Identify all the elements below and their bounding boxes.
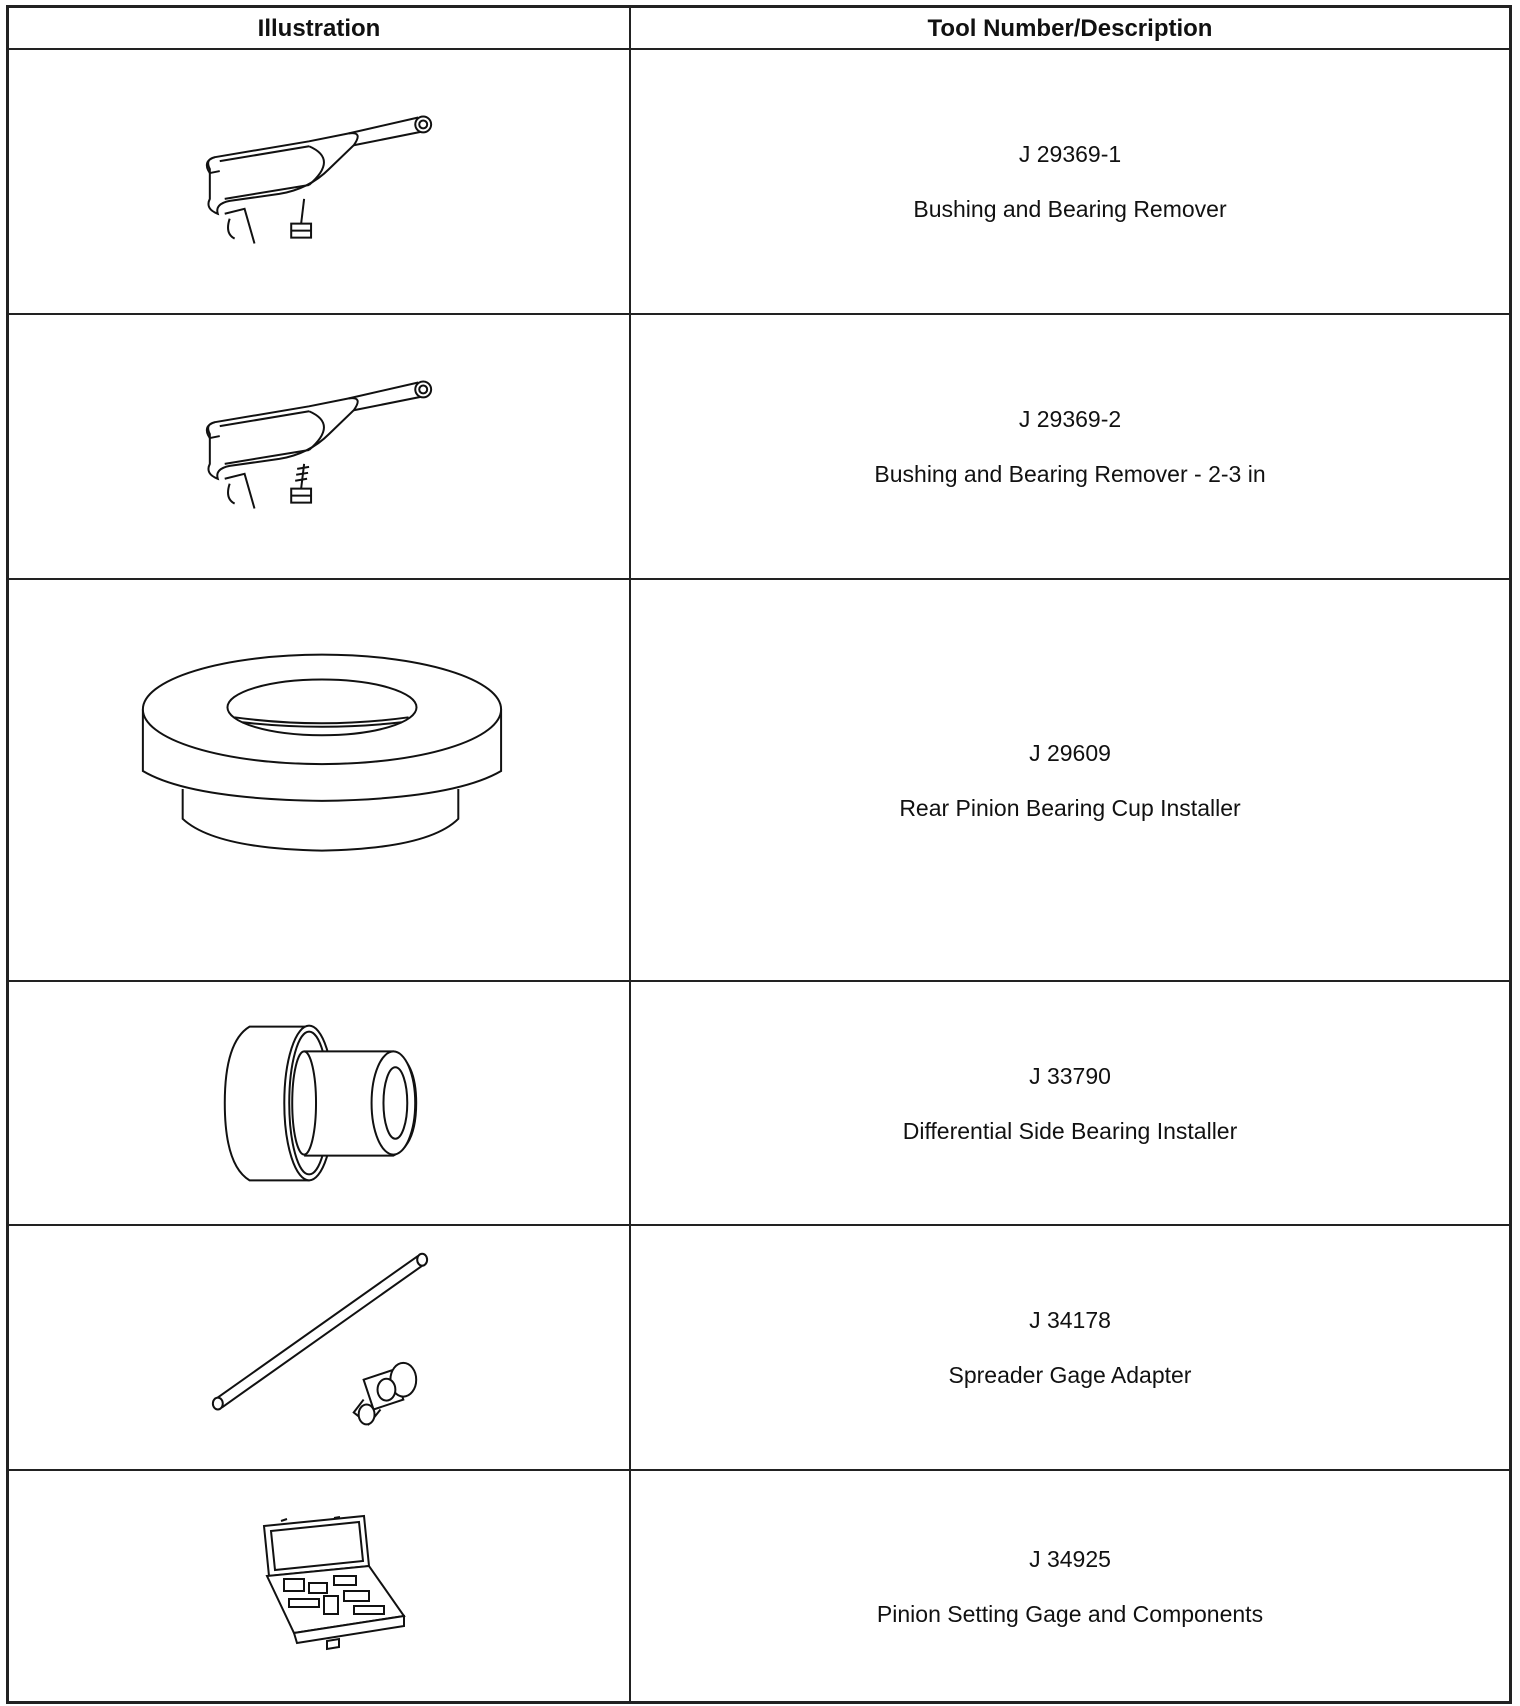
tool-number: J 29369-2 — [1018, 406, 1122, 432]
tool-number: J 29369-1 — [1018, 141, 1122, 167]
tool-description: Pinion Setting Gage and Components — [876, 1600, 1264, 1627]
tool-description: Bushing and Bearing Remover — [913, 196, 1227, 222]
tool-number: J 34178 — [1029, 1307, 1111, 1333]
table-row — [9, 982, 1509, 1226]
tool-description-cell — [631, 1471, 1509, 1701]
tool-description-cell — [631, 580, 1509, 980]
tool-description-cell — [631, 50, 1509, 313]
tool-description-cell — [631, 982, 1509, 1224]
table-header — [9, 8, 1509, 50]
bushing-bearing-remover-icon — [9, 50, 629, 313]
table-row — [9, 315, 1509, 580]
pinion-setting-gage-case-icon — [9, 1471, 629, 1701]
tool-number: J 33790 — [1029, 1062, 1111, 1089]
table-row — [9, 580, 1509, 982]
special-tools-table — [6, 5, 1512, 1704]
tool-description: Rear Pinion Bearing Cup Installer — [899, 794, 1241, 821]
tool-description: Spreader Gage Adapter — [948, 1362, 1192, 1388]
tool-description: Bushing and Bearing Remover - 2-3 in — [874, 461, 1266, 487]
bearing-cup-installer-icon — [9, 580, 629, 980]
header-illustration: Illustration — [257, 15, 381, 42]
side-bearing-installer-icon — [9, 982, 629, 1224]
table-row — [9, 1471, 1509, 1701]
bushing-bearing-remover-icon — [9, 315, 629, 578]
tool-number: J 29609 — [1029, 739, 1111, 766]
spreader-gage-adapter-icon — [9, 1226, 629, 1469]
tool-number: J 34925 — [1029, 1545, 1111, 1572]
tool-description-cell — [631, 1226, 1509, 1469]
table-row — [9, 50, 1509, 315]
tool-description-cell — [631, 315, 1509, 578]
table-row — [9, 1226, 1509, 1471]
tool-description: Differential Side Bearing Installer — [902, 1117, 1238, 1144]
header-tool-number-description: Tool Number/Description — [927, 15, 1213, 42]
